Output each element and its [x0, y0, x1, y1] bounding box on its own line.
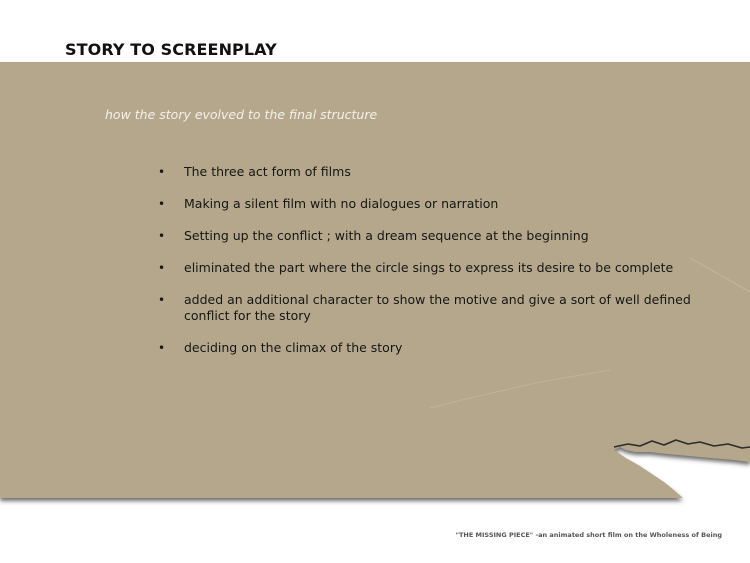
bullet-dot-icon: • [158, 341, 166, 355]
bullet-dot-icon: • [158, 293, 166, 307]
bullet-text: Making a silent film with no dialogues or narration [184, 196, 499, 211]
bullet-dot-icon: • [158, 261, 166, 275]
bullet-item [158, 292, 698, 324]
bullet-dot-icon: • [158, 165, 166, 179]
bullet-item [158, 164, 698, 180]
bullet-item [158, 228, 698, 244]
bullet-dot-icon: • [158, 197, 166, 211]
bullet-item [158, 260, 698, 276]
bullet-text: Setting up the conflict ; with a dream sequence at the beginning [184, 228, 589, 243]
bullet-item [158, 196, 698, 212]
bullet-text: eliminated the part where the circle sings to express its desire to be complete [184, 260, 674, 275]
footer-caption: "THE MISSING PIECE" -an animated short film on the Wholeness of Being [455, 531, 722, 539]
slide-title: STORY TO SCREENPLAY [65, 40, 277, 59]
bullet-item [158, 340, 698, 356]
bullet-text: deciding on the climax of the story [184, 340, 403, 355]
bullet-text: added an additional character to show the motive and give a sort of well defined conflict for the story [184, 292, 691, 323]
bullet-dot-icon: • [158, 229, 166, 243]
slide-subtitle: how the story evolved to the final structure [105, 107, 378, 122]
bullet-list [158, 164, 698, 372]
bullet-text: The three act form of films [184, 164, 351, 179]
